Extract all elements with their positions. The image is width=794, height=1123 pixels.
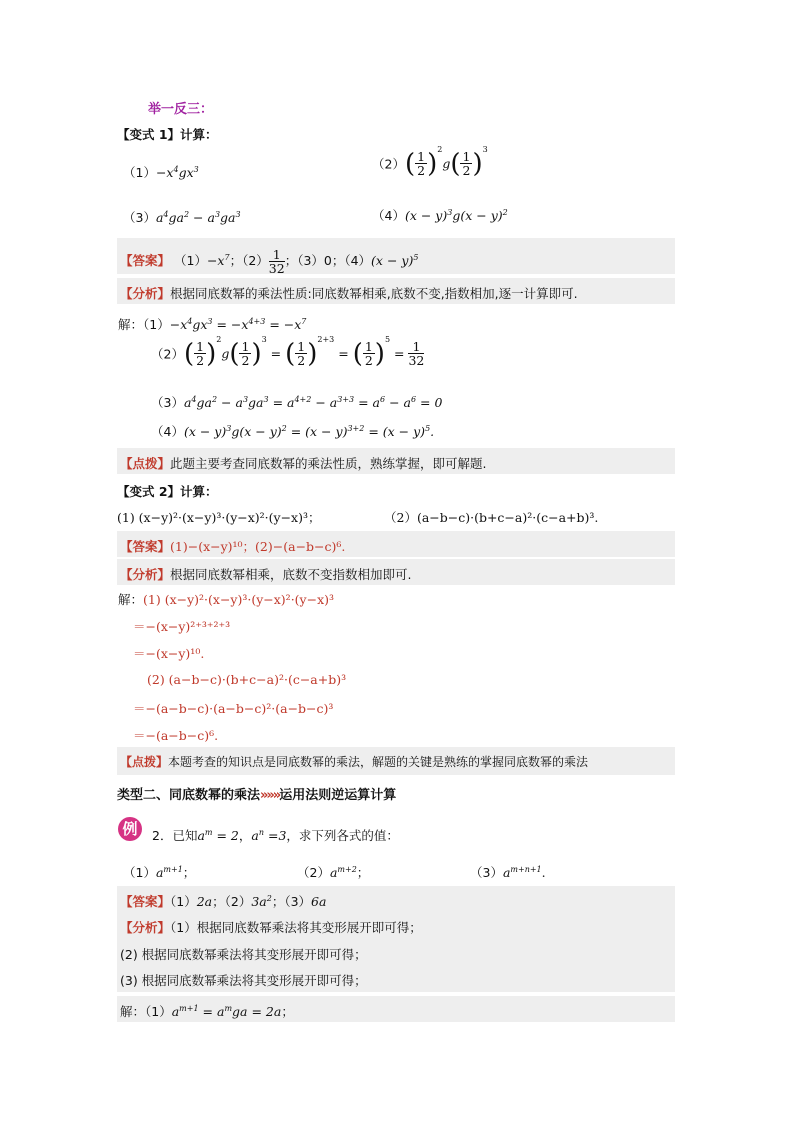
variant1-solution-4: $(4)(x - y)^3g(x - y)^2 = (x - y)^{3+2} = (x - y)^5$. (151, 423, 435, 439)
variant2-label: 【变式 2】计算： (117, 484, 218, 499)
example-analysis-1: 【分析】（1）根据同底数幂乘法将其变形展开即可得； (120, 920, 422, 935)
example-question-1: $(1)a^{m+1}$； (123, 864, 196, 880)
variant2-solution-1: 解：(1) (x−y)²·(x−y)³·(y−x)²·(y−x)³ (118, 592, 335, 607)
variant1-problem-1: $(1)-x^4gx^3$ (123, 164, 199, 180)
variant2-solution-6: ＝−(a−b−c)⁶. (133, 728, 219, 743)
example-answer: 【答案】（1）2a；$(2)3a^2$；（3）6a (120, 893, 327, 909)
variant2-answer: 【答案】(1)−(x−y)¹⁰；(2)−(a−b−c)⁶. (120, 539, 346, 554)
variant1-solution-2: （2）( $\frac{1}{2}$ )$^2$g( $\frac{1}{2}$ )$^3$ = ( $\frac{1}{2}$ )$^{2+3}$ = ( $\frac{1}{2}$ )$^5$ = $\frac{1}{32}$ (151, 335, 425, 369)
variant1-problem-4: $(4)(x - y)^3g(x - y)^2$ (372, 207, 508, 223)
variant2-solution-4: (2) (a−b−c)·(b+c−a)²·(c−a+b)³ (147, 672, 347, 687)
example-analysis-2: (2) 根据同底数幂乘法将其变形展开即可得； (120, 947, 367, 962)
variant2-problem-1: (1) (x−y)²·(x−y)³·(y−x)²·(y−x)³； (117, 510, 321, 525)
example-solution-1: 解：$(1)a^{m+1} = a^mga = 2a$； (120, 1003, 294, 1019)
variant2-problem-2: （2）(a−b−c)·(b+c−a)²·(c−a+b)³. (384, 510, 599, 525)
example-problem: 2．已知$a^m = 2$，$a^n =3$，求下列各式的值： (152, 827, 399, 843)
variant1-solution-1: 解：$(1)-x^4gx^3 = -x^{4+3} = -x^7$ (118, 316, 307, 332)
variant1-tip: 【点拨】此题主要考查同底数幂的乘法性质，熟练掌握，即可解题. (120, 456, 487, 471)
example-question-2: $(2)a^{m+2}$； (297, 864, 370, 880)
variant1-answer: 【答案】 $(1)-x^7$；（2） $\frac{1}{32}$ ；（3）0；$(4)(x - y)^5$ (120, 247, 419, 276)
type2-heading: 类型二、同底数幂的乘法»»»运用法则逆运算计算 (117, 788, 397, 803)
variant2-solution-5: ＝−(a−b−c)·(a−b−c)²·(a−b−c)³ (133, 701, 334, 716)
variant1-label: 【变式 1】计算： (117, 127, 218, 142)
variant2-analysis: 【分析】根据同底数幂相乘，底数不变指数相加即可. (120, 567, 412, 582)
variant1-problem-3: $(3)a^4ga^2 - a^3ga^3$ (123, 209, 241, 225)
variant2-tip: 【点拨】本题考查的知识点是同底数幂的乘法，解题的关键是熟练的掌握同底数幂的乘法 (120, 755, 589, 769)
variant2-solution-2: ＝−(x−y)²⁺³⁺²⁺³ (133, 619, 231, 634)
example-badge: 例 (118, 817, 142, 841)
variant1-solution-3: $(3)a^4ga^2 - a^3ga^3 = a^{4+2} - a^{3+3} = a^6 - a^6 = 0$ (151, 394, 443, 410)
example-question-3: $(3)a^{m+n+1}$. (470, 864, 546, 880)
variant1-analysis: 【分析】根据同底数幂的乘法性质:同底数幂相乘,底数不变,指数相加,逐一计算即可. (120, 286, 578, 301)
variant2-solution-3: ＝−(x−y)¹⁰. (133, 646, 205, 661)
variant1-problem-2: （2）( $\frac{1}{2}$ )$^2$g( $\frac{1}{2}$ )$^3$ (372, 145, 488, 179)
section-heading: 举一反三： (148, 102, 214, 117)
example-analysis-3: (3) 根据同底数幂乘法将其变形展开即可得； (120, 973, 367, 988)
